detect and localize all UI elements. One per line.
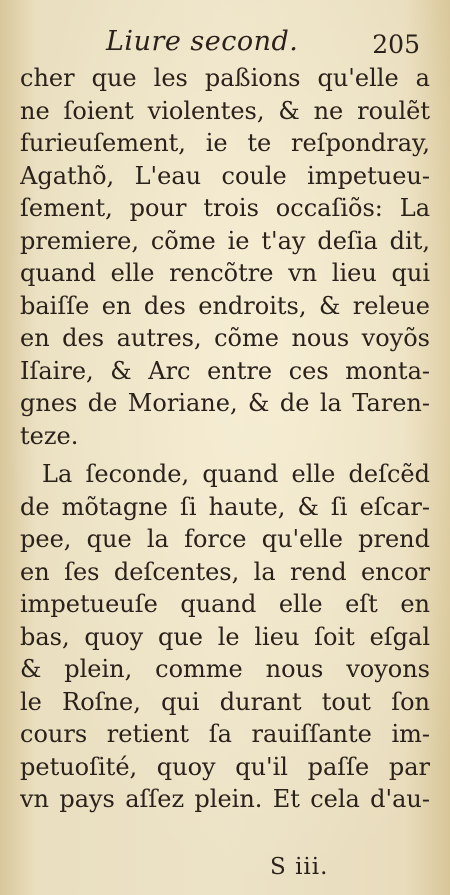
text-line: Iſaire, & Arc entre ces monta- [20,356,430,385]
page-number: 205 [372,30,420,59]
text-line: quand elle rencõtre vn lieu qui [20,259,430,287]
text-line: premiere, cõme ie t'ay deſia dit, [20,226,430,255]
text-line: cours retient ſa rauiſſante im- [20,720,430,748]
paragraph-2 [20,458,430,816]
running-head [0,20,450,60]
text-line: teze. [20,421,79,450]
text-line: en ſes deſcentes, la rend encor [20,557,430,586]
text-line: gnes de Moriane, & de la Taren- [20,389,430,417]
text-line: cher que les paßions qu'elle a [20,64,430,92]
text-line: La ſeconde, quand elle deſcẽd [42,460,430,488]
running-title: Liure second. [106,26,299,57]
text-line: ne ſoient violentes, & ne roulẽt [20,96,430,125]
text-line: baiſſe en des endroits, & releue [20,291,430,320]
paragraph-1 [20,62,430,452]
text-line: & plein, comme nous voyons [20,655,430,683]
signature-mark: S iii. [270,854,329,880]
text-line: ſement, pour trois occaſiõs: La [20,194,430,222]
text-line: petuoſité, quoy qu'il paſſe par [20,752,430,781]
text-line: impetueuſe quand elle eſt en [20,590,430,618]
text-line: de mõtagne ſi haute, & ſi eſcar- [20,492,430,521]
text-line: furieuſement, ie te reſpondray, [20,129,430,157]
text-line: en des autres, cõme nous voyõs [20,324,430,352]
text-line: bas, quoy que le lieu ſoit eſgal [20,622,430,651]
text-line: Agathõ, L'eau coule impetueu- [20,161,430,190]
body-text [20,62,430,816]
text-line: pee, que la force qu'elle prend [20,525,430,553]
text-line: vn pays aſſez plein. Et cela d'au- [20,785,430,813]
text-line: le Roſne, qui durant tout ſon [20,687,430,716]
